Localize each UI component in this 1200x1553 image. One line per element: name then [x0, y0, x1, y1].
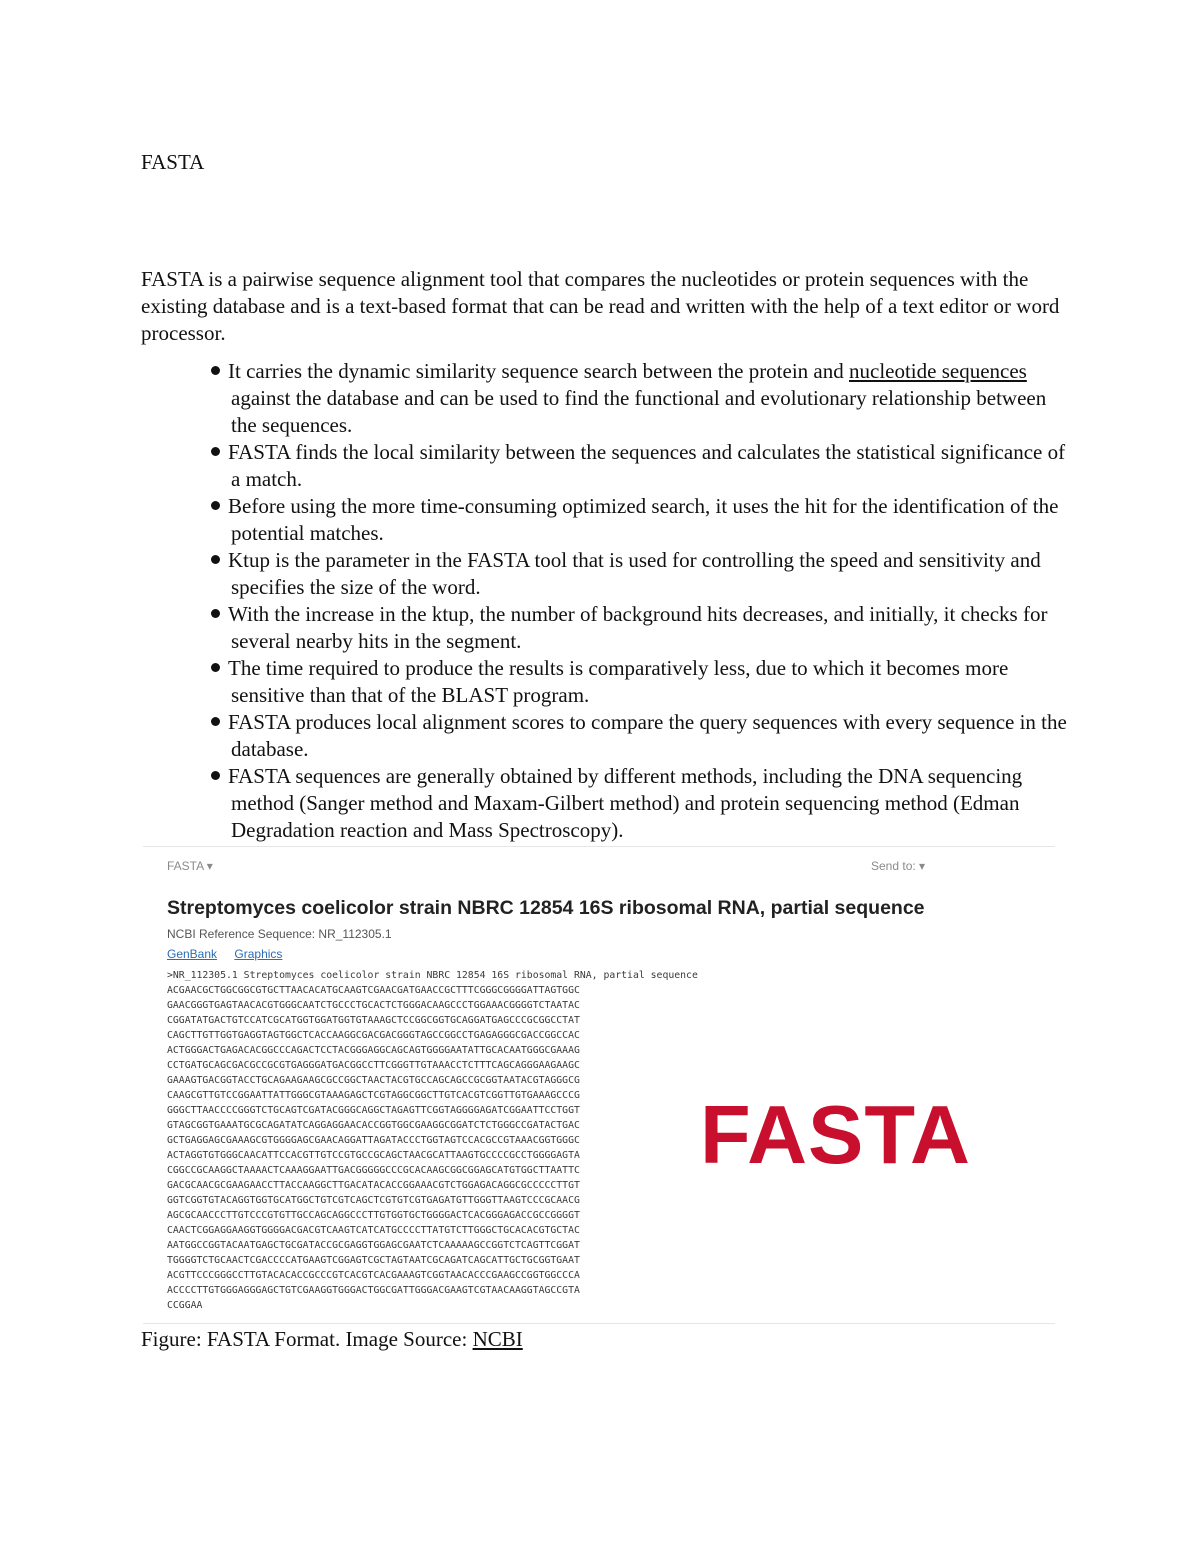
bullet-text: Before using the more time-consuming optimized search, it uses the hit for the identification of the potential matches.	[228, 494, 1059, 545]
document-title: FASTA	[141, 150, 205, 174]
bullet-text-continued: against the database and can be used to find the functional and evolutionary relationship between the sequences.	[231, 386, 1047, 437]
bullet-item	[193, 763, 1073, 844]
ncbi-link[interactable]: NCBI	[472, 1327, 523, 1351]
reference-sequence: NCBI Reference Sequence: NR_112305.1	[167, 927, 392, 941]
bullet-dot-icon	[211, 366, 220, 375]
bullet-dot-icon	[211, 663, 220, 672]
fasta-logo: FASTA	[700, 1088, 971, 1181]
bullet-item	[193, 709, 1073, 763]
bullet-dot-icon	[211, 609, 220, 618]
graphics-link: Graphics	[234, 947, 283, 961]
send-to-menu: Send to: ▾	[871, 859, 926, 873]
bullet-item	[193, 655, 1073, 709]
bullet-dot-icon	[211, 555, 220, 564]
intro-paragraph: FASTA is a pairwise sequence alignment tool that compares the nucleotides or protein sequences with the existing database and is a text-based format that can be read and written with the help of a text editor or word processor.	[141, 267, 1060, 345]
bullet-dot-icon	[211, 501, 220, 510]
caption-text: Figure: FASTA Format. Image Source:	[141, 1327, 473, 1351]
record-title: Streptomyces coelicolor strain NBRC 12854 16S ribosomal RNA, partial sequence	[167, 897, 925, 919]
bullet-item	[193, 439, 1073, 493]
bullet-item	[193, 358, 1073, 439]
bullet-link[interactable]: nucleotide sequences	[849, 359, 1027, 383]
bullet-text: FASTA sequences are generally obtained by different methods, including the DNA sequencing method (Sanger method and Maxam-Gilbert method) and protein sequencing method (Edman Degradation reaction and Mass Spectroscopy).	[228, 764, 1023, 842]
bullet-item	[193, 493, 1073, 547]
bullet-item	[193, 601, 1073, 655]
bullet-dot-icon	[211, 771, 220, 780]
bullet-text: FASTA finds the local similarity between the sequences and calculates the statistical significance of a match.	[228, 440, 1066, 491]
bullet-dot-icon	[211, 447, 220, 456]
bullet-text: With the increase in the ktup, the number of background hits decreases, and initially, it checks for several nearby hits in the segment.	[228, 602, 1048, 653]
bullet-text: The time required to produce the results is comparatively less, due to which it becomes more sensitive than that of the BLAST program.	[228, 656, 1009, 707]
bullet-text: It carries the dynamic similarity sequence search between the protein and	[228, 359, 849, 383]
bullet-item	[193, 547, 1073, 601]
genbank-link: GenBank	[167, 947, 218, 961]
bullet-text: FASTA produces local alignment scores to compare the query sequences with every sequence in the database.	[228, 710, 1067, 761]
record-links	[167, 947, 296, 961]
bullet-list	[193, 358, 1073, 844]
bullet-text: Ktup is the parameter in the FASTA tool that is used for controlling the speed and sensitivity and specifies the size of the word.	[228, 548, 1041, 599]
fasta-sequence: >NR_112305.1 Streptomyces coelicolor strain NBRC 12854 16S ribosomal RNA, partial sequence ACGAACGCTGGCGGCGTGCTTAACACATGCAAGTCGAACGATGAACCGCTTTCGGGCGGGGATTAGTGGC GAACGGGTGAGTAACACGTGGGCAATCTGCCCTGCACTCTGGGACAAGCCCTGGAAACGGGGTCTAATAC CGGATATGACTGTCCATCGCATGGTGGATGGTGTAAAGCTCCGGCGGTGCAGGATGAGCCCGCGGCCTAT CAGCTTGTTGGTGAGGTAGTGGCTCACCAAGGCGACGACGGGTAGCCGGCCTGAGAGGGCGACCGGCCAC ACTGGGACTGAGACACGGCCCAGACTCCTACGGGAGGCAGCAGTGGGGAATATTGCACAATGGGCGAAAG CCTGATGCAGCGACGCCGCGTGAGGGATGACGGCCTTCGGGTTGTAAACCTCTTTCAGCAGGGAAGAAGC GAAAGTGACGGTACCTGCAGAAGAAGCGCCGGCTAACTACGTGCCAGCAGCCGCGGTAATACGTAGGGCG CAAGCGTTGTCCGGAATTATTGGGCGTAAAGAGCTCGTAGGCGGCTTGTCACGTCGGTTGTGAAAGCCCG GGGCTTAACCCCGGGTCTGCAGTCGATACGGGCAGGCTAGAGTTCGGTAGGGGAGATCGGAATTCCTGGT GTAGCGGTGAAATGCGCAGATATCAGGAGGAACACCGGTGGCGAAGGCGGATCTCTGGGCCGATACTGAC GCTGAGGAGCGAAAGCGTGGGGAGCGAACAGGATTAGATACCCTGGTAGTCCACGCCGTAAACGGTGGGC ACTAGGTGTGGGCAACATTCCACGTTGTCCGTGCCGCAGCTAACGCATTAAGTGCCCCGCCTGGGGAGTA CGGCCGCAAGGCTAAAACTCAAAGGAATTGACGGGGGCCCGCACAAGCGGCGGAGCATGTGGCTTAATTC GACGCAACGCGAAGAACCTTACCAAGGCTTGACATACACCGGAAACGTCTGGAGACAGGCGCCCCCTTGT GGTCGGTGTACAGGTGGTGCATGGCTGTCGTCAGCTCGTGTCGTGAGATGTTGGGTTAAGTCCCGCAACG AGCGCAACCCTTGTCCCGTGTTGCCAGCAGGCCCTTGTGGTGCTGGGGACTCACGGGAGACCGCCGGGGT CAACTCGGAGGAAGGTGGGGACGACGTCAAGTCATCATGCCCCTTATGTCTTGGGCTGCACACGTGCTAC AATGGCCGGTACAATGAGCTGCGATACCGCGAGGTGGAGCGAATCTCAAAAAGCCGGTCTCAGTTCGGAT TGGGGTCTGCAACTCGACCCCATGAAGTCGGAGTCGCTAGTAATCGCAGATCAGCATTGCTGCGGTGAAT ACGTTCCCGGGCCTTGTACACACCGCCCGTCACGTCACGAAAGTCGGTAACACCCGAAGCCGGTGGCCCA ACCCCTTGTGGGAGGGAGCTGTCGAAGGTGGGACTGGCGATTGGGACGAAGTCGTAACAAGGTAGCCGTA CCGGAA	[167, 970, 698, 1311]
figure-caption	[141, 1327, 523, 1352]
bullet-dot-icon	[211, 717, 220, 726]
fasta-format-figure	[143, 846, 1055, 1324]
format-menu: FASTA ▾	[167, 859, 213, 873]
